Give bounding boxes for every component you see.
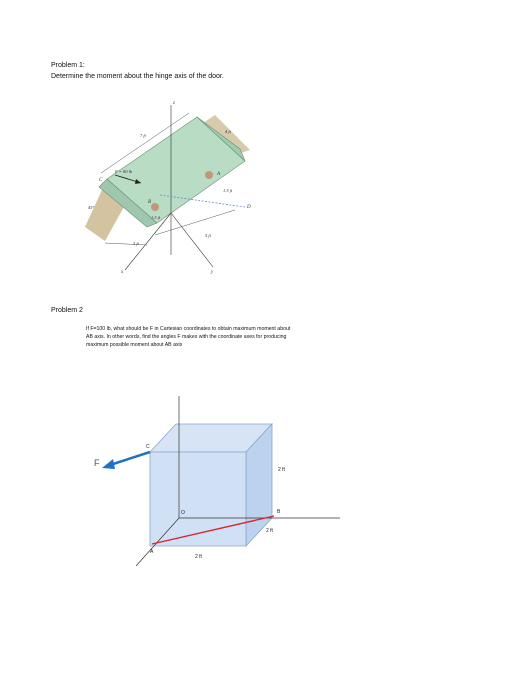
label-b: B — [277, 509, 281, 515]
y-axis — [171, 213, 213, 267]
label-dim-bottom: 2 ft — [195, 554, 202, 560]
problem2-heading: Problem 2 — [51, 307, 83, 314]
problem1-figure — [85, 95, 285, 280]
label-a: A — [217, 172, 221, 177]
problem2-statement-line1: If F=100 lb, what should be F in Cartesian coordinates to obtain maximum moment about — [86, 326, 291, 332]
label-4ft: 4 ft — [225, 129, 231, 134]
label-1-5ft-right: 1.5 ft — [223, 188, 233, 193]
label-dim-top: 2 ft — [278, 467, 285, 473]
problem2-figure — [80, 390, 360, 585]
label-x: x — [121, 270, 124, 275]
force-arrowhead — [102, 459, 115, 469]
label-3ft: 3 ft — [133, 241, 139, 246]
label-dim-right: 2 ft — [266, 528, 273, 534]
label-d: D — [247, 205, 251, 210]
problem1-heading: Problem 1: — [51, 62, 85, 69]
label-7ft: 7 ft — [140, 133, 146, 138]
problem1-statement: Determine the moment about the hinge axis of the door. — [51, 73, 224, 80]
label-5ft: 5 ft — [205, 233, 211, 238]
label-b: B — [148, 200, 152, 205]
problem2-statement — [86, 325, 416, 349]
hinge-a — [205, 171, 213, 179]
force-arrow — [110, 452, 150, 465]
label-o: O — [181, 510, 185, 516]
label-c: C — [99, 178, 103, 183]
cube-front-face — [150, 452, 246, 546]
problem2-statement-line3: maximum possible moment about AB axis — [86, 342, 183, 348]
label-y: y — [211, 270, 214, 275]
label-1-5ft-left: 1.5 ft — [151, 215, 161, 220]
label-z: z — [173, 101, 175, 106]
hinge-b — [151, 203, 159, 211]
label-a: A — [150, 549, 154, 555]
dim-line-3ft — [105, 243, 147, 245]
label-force: F = 80 lb — [115, 169, 133, 174]
label-c: C — [146, 444, 150, 450]
problem2-statement-line2: AB axis. In other words, find the angles F makes with the coordinate axes for producing — [86, 334, 287, 340]
label-angle: 45° — [88, 205, 95, 210]
label-f: F — [94, 458, 100, 468]
